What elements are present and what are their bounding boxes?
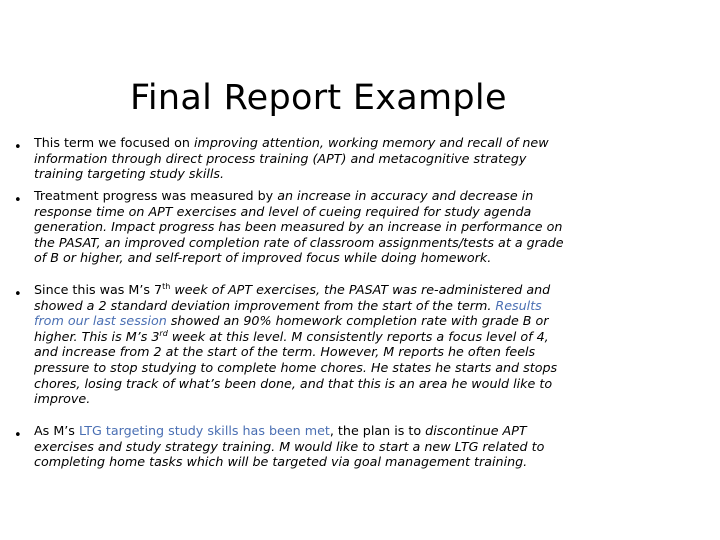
text-run: week of APT exercises, the PASAT was re-administered and (170, 282, 551, 297)
text-run: an increase in accuracy and decrease in (277, 188, 534, 203)
text-line (34, 298, 662, 314)
text-line (34, 376, 662, 392)
text-run: discontinue APT (425, 423, 527, 438)
text-line (34, 282, 662, 298)
text-run: This term we focused on (34, 135, 194, 150)
highlighted-text: LTG targeting study skills has been met (78, 423, 330, 438)
text-line (34, 423, 662, 439)
text-line (34, 313, 662, 329)
text-run: information through direct process training (APT) and metacognitive strategy (34, 150, 527, 166)
text-run: completing home tasks which will be targeted via goal management training. (34, 454, 528, 470)
text-run: Since this was M’s 7 (34, 282, 163, 297)
text-run: , the plan is to (329, 423, 426, 438)
text-run: training targeting study skills. (34, 166, 225, 182)
text-line (34, 250, 662, 266)
text-line (34, 344, 662, 360)
text-run: improve. (34, 391, 91, 407)
bullet-marker: • (14, 193, 22, 208)
highlighted-text: Results (495, 297, 542, 313)
text-run: generation. Impact progress has been measured by an increase in performance on (34, 219, 563, 235)
text-run: higher. This is M’s 3 (34, 328, 160, 344)
text-line (34, 204, 662, 220)
text-run: chores, losing track of what’s been done, and that this is an area he would like to (34, 375, 553, 391)
bullet-marker: • (14, 428, 22, 443)
text-line (34, 439, 662, 455)
text-line (34, 219, 662, 235)
text-run: week at this level. M consistently reports a focus level of 4, (167, 328, 549, 344)
text-line (34, 360, 662, 376)
text-run: and increase from 2 at the start of the term. However, M reports he often feels (34, 344, 536, 360)
paragraph-1 (34, 135, 662, 182)
bullet-marker: • (14, 140, 22, 155)
superscript-text: rd (159, 328, 168, 338)
text-line (34, 329, 662, 345)
highlighted-text: from our last session (34, 313, 167, 329)
slide-title: Final Report Example (130, 78, 507, 118)
text-line (34, 135, 662, 151)
text-run: of B or higher, and self-report of improved focus while doing homework. (34, 250, 492, 266)
text-run: improving attention, working memory and recall of new (193, 135, 549, 150)
text-run: showed an 90% homework completion rate with grade B or (166, 313, 549, 329)
text-line (34, 188, 662, 204)
paragraph-4 (34, 423, 662, 470)
bullet-marker: • (14, 287, 22, 302)
text-line (34, 235, 662, 251)
text-line (34, 151, 662, 167)
text-run: showed a 2 standard deviation improvement from the start of the term. (34, 297, 496, 313)
paragraph-2 (34, 188, 662, 266)
text-run: exercises and study strategy training. M would like to start a new LTG related to (34, 438, 545, 454)
text-run: As M’s (34, 423, 79, 438)
text-run: response time on APT exercises and level of cueing required for study agenda (34, 203, 532, 219)
superscript-text: th (162, 281, 171, 291)
text-run: the PASAT, an improved completion rate of classroom assignments/tests at a grade (34, 234, 564, 250)
paragraph-3 (34, 282, 662, 407)
text-line (34, 391, 662, 407)
text-run: Treatment progress was measured by (34, 188, 278, 203)
text-line (34, 454, 662, 470)
text-run: pressure to stop studying to complete home chores. He states he starts and stops (34, 359, 558, 375)
text-line (34, 166, 662, 182)
